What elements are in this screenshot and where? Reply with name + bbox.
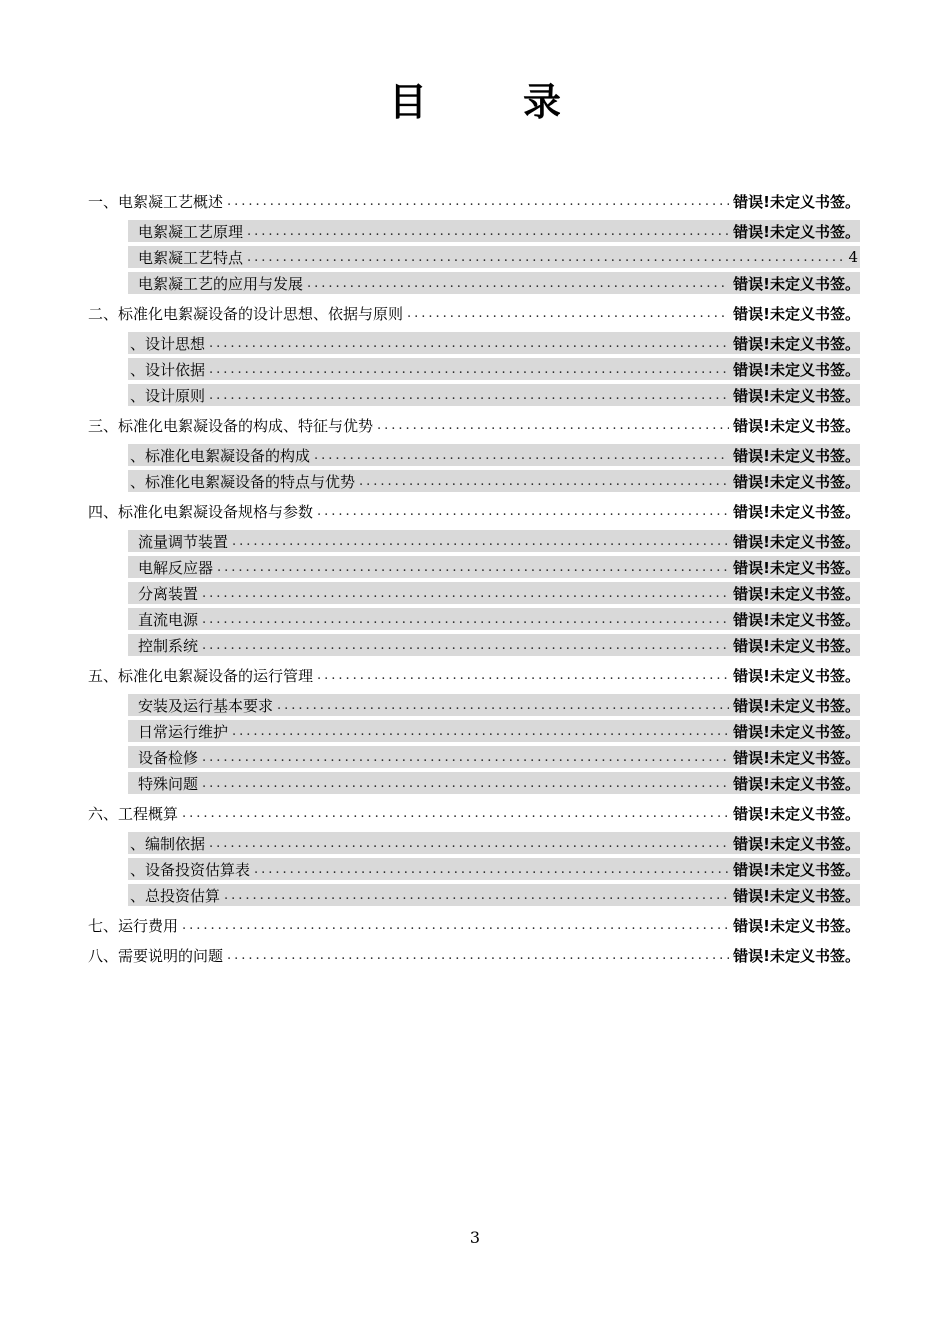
toc-entry[interactable] [88, 660, 860, 690]
toc-leader-dots [254, 863, 729, 876]
toc-leader-dots [182, 807, 729, 820]
toc-leader-dots [209, 389, 729, 402]
table-of-contents [88, 186, 860, 970]
toc-leader-dots [359, 475, 729, 488]
toc-entry-page: 错误!未定义书签。 [733, 386, 860, 405]
toc-entry-label: 四、标准化电絮凝设备规格与参数 [88, 502, 314, 521]
toc-leader-dots [202, 777, 729, 790]
toc-subentry[interactable] [128, 746, 860, 768]
toc-entry-label: 、设计依据 [130, 360, 206, 379]
toc-entry-page: 错误!未定义书签。 [733, 610, 860, 629]
toc-entry-page: 错误!未定义书签。 [733, 192, 860, 211]
toc-entry-label: 控制系统 [138, 636, 199, 655]
toc-subentry[interactable] [128, 884, 860, 906]
toc-entry-page: 错误!未定义书签。 [733, 722, 860, 741]
toc-subentry[interactable] [128, 608, 860, 630]
toc-entry-label: 、设计思想 [130, 334, 206, 353]
toc-entry[interactable] [88, 298, 860, 328]
toc-entry-label: 电絮凝工艺的应用与发展 [138, 274, 304, 293]
toc-entry-label: 电解反应器 [138, 558, 214, 577]
toc-entry-label: 、标准化电絮凝设备的构成 [130, 446, 311, 465]
toc-entry-page: 错误!未定义书签。 [733, 532, 860, 551]
toc-entry-label: 日常运行维护 [138, 722, 229, 741]
toc-entry-label: 分离装置 [138, 584, 199, 603]
toc-subentry[interactable] [128, 272, 860, 294]
toc-entry-page: 错误!未定义书签。 [733, 696, 860, 715]
toc-entry[interactable] [88, 910, 860, 940]
title-right-char: 录 [523, 80, 562, 124]
toc-entry-label: 三、标准化电絮凝设备的构成、特征与优势 [88, 416, 374, 435]
toc-subentry[interactable] [128, 384, 860, 406]
toc-entry-page: 错误!未定义书签。 [733, 416, 860, 435]
toc-entry-page: 错误!未定义书签。 [733, 666, 860, 685]
toc-entry-label: 电絮凝工艺特点 [138, 248, 244, 267]
toc-entry-page: 错误!未定义书签。 [733, 558, 860, 577]
toc-entry-page: 错误!未定义书签。 [733, 748, 860, 767]
toc-entry-page: 错误!未定义书签。 [733, 584, 860, 603]
toc-entry-page: 错误!未定义书签。 [733, 834, 860, 853]
toc-entry-label: 、标准化电絮凝设备的特点与优势 [130, 472, 356, 491]
toc-leader-dots [224, 889, 729, 902]
toc-leader-dots [209, 837, 729, 850]
toc-leader-dots [232, 535, 729, 548]
toc-entry-label: 、编制依据 [130, 834, 206, 853]
toc-entry-label: 七、运行费用 [88, 916, 179, 935]
toc-entry-label: 直流电源 [138, 610, 199, 629]
toc-leader-dots [407, 307, 729, 320]
toc-entry-page: 错误!未定义书签。 [733, 774, 860, 793]
toc-subentry[interactable] [128, 220, 860, 242]
toc-leader-dots [202, 639, 729, 652]
toc-leader-dots [317, 669, 729, 682]
toc-leader-dots [307, 277, 729, 290]
toc-entry-page: 错误!未定义书签。 [733, 222, 860, 241]
toc-entry-label: 六、工程概算 [88, 804, 179, 823]
toc-entry-page: 错误!未定义书签。 [733, 304, 860, 323]
toc-subentry[interactable] [128, 444, 860, 466]
toc-leader-dots [227, 195, 729, 208]
toc-entry-label: 特殊问题 [138, 774, 199, 793]
title-left-char: 目 [388, 80, 427, 124]
toc-entry-label: 一、电絮凝工艺概述 [88, 192, 224, 211]
toc-entry-page: 错误!未定义书签。 [733, 916, 860, 935]
toc-entry-label: 安装及运行基本要求 [138, 696, 274, 715]
toc-subentry[interactable] [128, 470, 860, 492]
toc-subentry[interactable] [128, 582, 860, 604]
toc-entry-label: 、设计原则 [130, 386, 206, 405]
toc-entry-page: 错误!未定义书签。 [733, 860, 860, 879]
toc-leader-dots [317, 505, 729, 518]
toc-leader-dots [314, 449, 729, 462]
toc-leader-dots [247, 225, 729, 238]
toc-entry-page: 错误!未定义书签。 [733, 886, 860, 905]
toc-subentry[interactable] [128, 530, 860, 552]
toc-entry-label: 五、标准化电絮凝设备的运行管理 [88, 666, 314, 685]
toc-subentry[interactable] [128, 694, 860, 716]
toc-entry-page: 错误!未定义书签。 [733, 360, 860, 379]
toc-entry-page: 错误!未定义书签。 [733, 804, 860, 823]
toc-entry-label: 八、需要说明的问题 [88, 946, 224, 965]
toc-subentry[interactable] [128, 858, 860, 880]
toc-leader-dots [202, 613, 729, 626]
toc-subentry[interactable] [128, 772, 860, 794]
toc-subentry[interactable] [128, 556, 860, 578]
toc-leader-dots [227, 949, 729, 962]
toc-subentry[interactable] [128, 634, 860, 656]
toc-subentry[interactable] [128, 358, 860, 380]
toc-subentry[interactable] [128, 832, 860, 854]
toc-entry[interactable] [88, 798, 860, 828]
toc-leader-dots [209, 363, 729, 376]
toc-leader-dots [217, 561, 729, 574]
toc-leader-dots [182, 919, 729, 932]
toc-entry-page: 错误!未定义书签。 [733, 334, 860, 353]
toc-leader-dots [277, 699, 729, 712]
toc-leader-dots [202, 751, 729, 764]
toc-entry-page: 错误!未定义书签。 [733, 274, 860, 293]
toc-entry-page: 4 [848, 248, 858, 266]
toc-entry-label: 设备检修 [138, 748, 199, 767]
toc-leader-dots [247, 251, 844, 264]
toc-entry-label: 电絮凝工艺原理 [138, 222, 244, 241]
toc-entry[interactable] [88, 410, 860, 440]
toc-leader-dots [232, 725, 729, 738]
toc-entry-label: 流量调节装置 [138, 532, 229, 551]
toc-leader-dots [209, 337, 729, 350]
toc-entry-page: 错误!未定义书签。 [733, 472, 860, 491]
toc-entry[interactable] [88, 940, 860, 970]
toc-subentry[interactable] [128, 332, 860, 354]
toc-leader-dots [377, 419, 729, 432]
toc-subentry[interactable] [128, 246, 860, 268]
toc-subentry[interactable] [128, 720, 860, 742]
toc-entry-label: 、总投资估算 [130, 886, 221, 905]
page-title [0, 78, 950, 126]
toc-entry-label: 、设备投资估算表 [130, 860, 251, 879]
toc-entry-label: 二、标准化电絮凝设备的设计思想、依据与原则 [88, 304, 404, 323]
toc-entry-page: 错误!未定义书签。 [733, 946, 860, 965]
page-number: 3 [469, 1228, 481, 1247]
toc-entry-page: 错误!未定义书签。 [733, 502, 860, 521]
toc-leader-dots [202, 587, 729, 600]
toc-entry-page: 错误!未定义书签。 [733, 636, 860, 655]
toc-entry[interactable] [88, 186, 860, 216]
toc-entry[interactable] [88, 496, 860, 526]
toc-entry-page: 错误!未定义书签。 [733, 446, 860, 465]
